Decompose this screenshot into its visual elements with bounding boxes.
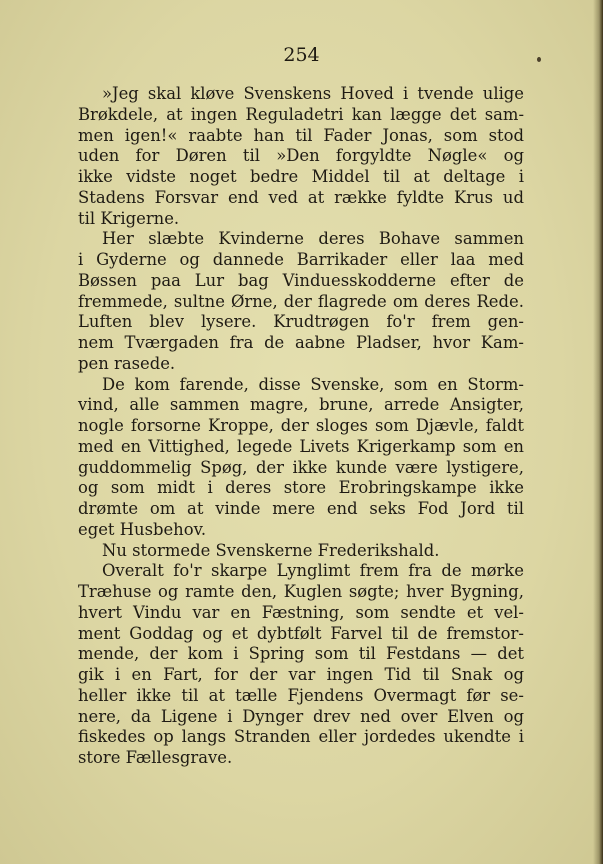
body-text xyxy=(78,84,524,769)
text-line: guddommelig Spøg, der ikke kunde være lystigere, xyxy=(78,457,524,477)
text-line: store Fællesgrave. xyxy=(78,748,233,767)
text-line: »Jeg skal kløve Svenskens Hoved i tvende ulige xyxy=(102,84,524,103)
text-line: pen rasede. xyxy=(78,353,176,373)
text-line: uden for Døren til »Den forgyldte Nøgle« og xyxy=(78,146,524,166)
text-line: vind, alle sammen magre, brune, arrede Ansigter, xyxy=(78,395,524,415)
text-line: gik i en Fart, for der var ingen Tid til Snak og xyxy=(78,665,524,684)
text-line: nere, da Ligene i Dynger drev ned over Elven og xyxy=(78,706,524,726)
text-line: nem Tværgaden fra de aabne Pladser, hvor Kam- xyxy=(78,333,524,352)
text-line: nogle forsorne Kroppe, der sloges som Djævle, faldt xyxy=(78,416,524,435)
text-line: i Gyderne og dannede Barrikader eller laa med xyxy=(78,250,524,269)
text-line: Bøssen paa Lur bag Vinduesskodderne efter de xyxy=(78,270,524,290)
text-line: eget Husbehov. xyxy=(78,519,207,539)
text-line: Nu stormede Svenskerne Frederikshald. xyxy=(102,540,440,560)
text-line: drømte om at vinde mere end seks Fod Jord til xyxy=(78,499,524,518)
text-line: Overalt fo'r skarpe Lynglimt frem fra de mørke xyxy=(102,561,524,581)
text-line: De kom farende, disse Svenske, som en Storm- xyxy=(102,374,524,394)
text-line: Luften blev lysere. Krudtrøgen fo'r frem gen- xyxy=(78,312,524,332)
text-line: Træhuse og ramte den, Kuglen søgte; hver Bygning, xyxy=(78,582,524,601)
text-line: heller ikke til at tælle Fjendens Overmagt før se- xyxy=(78,685,524,705)
text-line: Her slæbte Kvinderne deres Bohave sammen xyxy=(102,229,524,249)
page-number: 254 xyxy=(283,44,320,66)
page-edge-shadow xyxy=(593,0,603,864)
text-line: ikke vidste noget bedre Middel til at deltage i xyxy=(78,167,524,186)
text-line: ment Goddag og et dybtfølt Farvel til de fremstor- xyxy=(78,623,524,643)
ink-speck xyxy=(537,57,541,62)
text-line: og som midt i deres store Erobringskampe ikke xyxy=(78,478,524,498)
text-line: mende, der kom i Spring som til Festdans — det xyxy=(78,644,524,664)
text-line: fiskedes op langs Stranden eller jordedes ukendte i xyxy=(78,727,524,747)
text-line: men igen!« raabte han til Fader Jonas, som stod xyxy=(78,125,524,145)
text-line: til Krigerne. xyxy=(78,208,180,228)
text-line: fremmede, sultne Ørne, der flagrede om deres Rede. xyxy=(78,291,524,311)
text-line: Brøkdele, at ingen Reguladetri kan lægge det sam- xyxy=(78,104,524,124)
text-line: Stadens Forsvar end ved at række fyldte Krus ud xyxy=(78,187,524,207)
text-line: hvert Vindu var en Fæstning, som sendte et vel- xyxy=(78,602,524,622)
text-line: med en Vittighed, legede Livets Krigerkamp som en xyxy=(78,436,524,456)
